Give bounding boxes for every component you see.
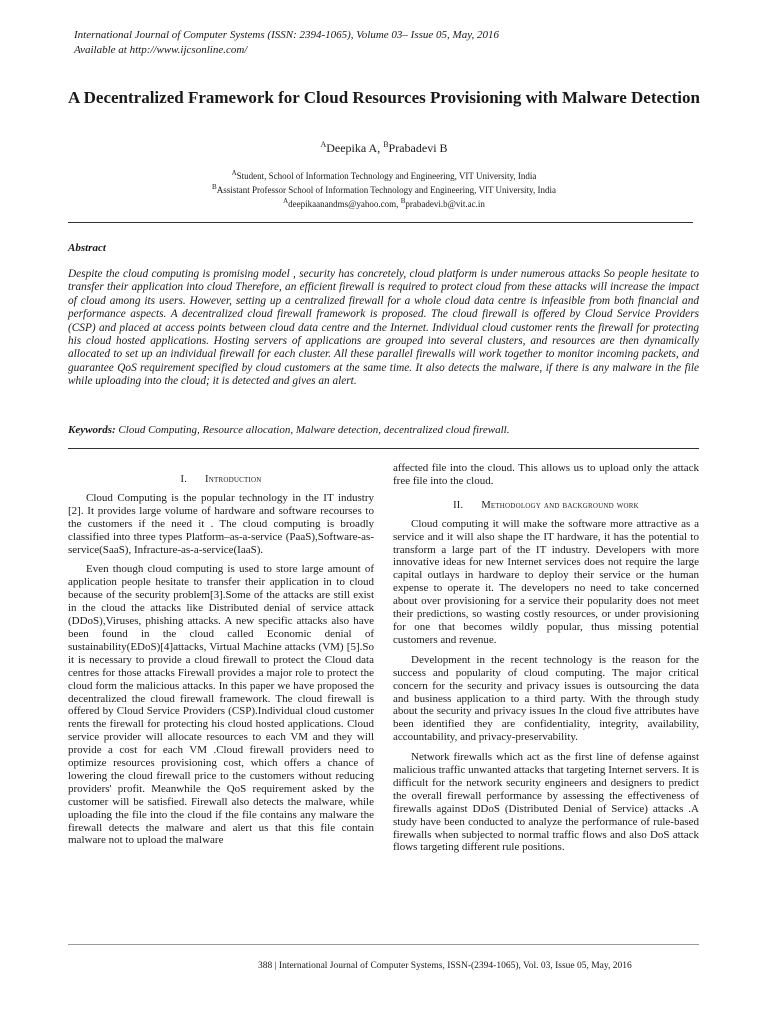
intro-paragraph-2: Even though cloud computing is used to store large amount of application people hesitate to transfer their application in to cloud because of the security problem[3].Some of the attacks are still exist in the cloud the attacks like Distributed denial of service attack (DDoS),Viruses, phishing attacks. A new specific attacks also have been found in the cloud called Economic denial of sustainability(EDoS)[4]attacks, Virtual Machine attacks (VM) [5].So it is necessary to provide a cloud firewall to protect the Cloud data centres for those attacks Firewall provides a major role to protect the cloud form the malicious attacks. In this paper we have proposed the decentralized the cloud firewall framework. The cloud firewall is offered by Cloud Service Providers (CSP).Individual cloud customer rents the firewall for protecting his cloud hosted applications. Cloud service provider will allocate resources to each VM and they will provide a cost for each VM .Cloud firewall providers need to optimize resources provisioning cost, which offers a chance of lowering the cloud firewall price to the customers without reducing providers' profit. Meanwhile the QoS requirement asked by the customer will be satisfied. Firewall also detects the malware, while uploading the file into the cloud if the file contains any malware the firewall detects the malware and alert us that this file contain malware not to upload the malware	[68, 563, 374, 847]
section-heading-methodology	[393, 500, 699, 513]
affiliation-a	[60, 168, 708, 182]
author-b-sup: B	[383, 140, 389, 149]
author-emails	[60, 196, 708, 210]
section-heading-introduction	[68, 474, 374, 487]
section-number: II.	[453, 499, 464, 511]
keywords-rule	[68, 448, 699, 449]
journal-line: International Journal of Computer Systems (ISSN: 2394-1065), Volume 03– Issue 05, May, 2016	[74, 29, 499, 41]
affiliation-b	[60, 182, 708, 196]
keywords	[68, 424, 699, 436]
author-b: Prabadevi B	[388, 141, 448, 155]
keywords-label: Keywords:	[68, 424, 116, 436]
affiliation-a-sup: A	[231, 169, 237, 177]
affiliations	[60, 168, 708, 210]
email-a: deepikaanandms@yahoo.com,	[288, 199, 401, 209]
affiliation-a-text: Student, School of Information Technology and Engineering, VIT University, India	[236, 171, 537, 181]
authors	[60, 140, 708, 156]
intro-paragraph-1: Cloud Computing is the popular technology in the IT industry [2]. It provides large volume of hardware and software recourses to the customers if the need it . The cloud computing is broadly classified into three types Platform–as-a-service (PaaS),Software-as-service(SaaS), Infracture-as-a-service(IaaS).	[68, 491, 374, 556]
journal-header	[74, 28, 499, 58]
abstract-heading: Abstract	[68, 242, 106, 254]
email-b-sup: B	[400, 197, 406, 205]
right-column	[393, 462, 699, 861]
keywords-text: Cloud Computing, Resource allocation, Malware detection, decentralized cloud firewall.	[115, 424, 510, 436]
method-paragraph-2: Development in the recent technology is the reason for the success and popularity of cloud computing. The major critical concern for the security and privacy issues is outsourcing the data and business application to a third party. With the through study about the security and privacy issues In the cloud five attributes have been identified they are confidentiality, integrity, availability, accountability, and privacy-preservability.	[393, 653, 699, 744]
availability-line: Available at http://www.ijcsonline.com/	[74, 44, 248, 56]
section-title: Introduction	[205, 474, 262, 485]
abstract-text: Despite the cloud computing is promising model , security has concretely, cloud platform is under numerous attacks So people hesitate to transfer their application into cloud Therefore, an efficient firewall is required to protect cloud from these attacks will increase the impact of cloud among its users. However, setting up a centralized firewall for a whole cloud data centre is infeasible from both financial and performance aspects. A decentralized cloud firewall framework is proposed. The cloud firewall is offered by Cloud Service Providers (CSP) and placed at access points between cloud data centre and the Internet. Individual cloud customer rents the firewall for protecting his cloud hosted applications. Hosting servers of applications are grouped into several clusters, and resources are then dynamically allocated to set up an individual firewall for each cluster. All these parallel firewalls will work together to monitor incoming packets, and guarantee QoS requirement specified by cloud customers at the same time. It also detects the malware, if there is any malware in the file while uploading into the cloud; it is detected and gives an alert.	[68, 268, 699, 388]
paper-title: A Decentralized Framework for Cloud Resources Provisioning with Malware Detection	[68, 88, 700, 107]
method-paragraph-3: Network firewalls which act as the first line of defense against malicious traffic unwanted attacks that targeting Internet servers. It is difficult for the network security engineers and designers to predict the overall firewall performance by assessing the effectiveness of firewalls against DDoS (Distributed Denial of Service) attacks .A study have been conducted to analyze the performance of rule-based firewalls when subjected to normal traffic flows and also DoS attack flows targeting different rule positions.	[393, 751, 699, 854]
email-b: prabadevi.b@vit.ac.in	[405, 199, 485, 209]
affiliation-b-sup: B	[212, 183, 217, 191]
section-title: Methodology and background work	[481, 499, 639, 511]
left-column	[68, 462, 374, 854]
email-a-sup: A	[283, 197, 289, 205]
page-footer: 388 | International Journal of Computer Systems, ISSN-(2394-1065), Vol. 03, Issue 05, May, 2016	[258, 961, 632, 971]
header-rule	[68, 222, 693, 223]
author-a: Deepika A,	[326, 141, 384, 155]
footer-rule	[68, 944, 699, 945]
section-number: I.	[180, 474, 188, 485]
method-paragraph-1: Cloud computing it will make the software more attractive as a service and it will also shape the IT hardware, it has the potential to transform a large part of the IT industry. Developers with more innovative ideas for new Internet services does not require the large capital outlays in hardware to deploy their service or the human expense to operate it. The developers no need to take concerned about over provisioning for a service their popularity does not meet their predictions, so wasting costly resources, or under provisioning for one that becomes wildly popular, thus missing potential customers and revenue.	[393, 517, 699, 646]
affiliation-b-text: Assistant Professor School of Information Technology and Engineering, VIT University, India	[216, 185, 556, 195]
author-a-sup: A	[320, 140, 327, 149]
continued-paragraph: affected file into the cloud. This allows us to upload only the attack free file into the cloud.	[393, 462, 699, 487]
